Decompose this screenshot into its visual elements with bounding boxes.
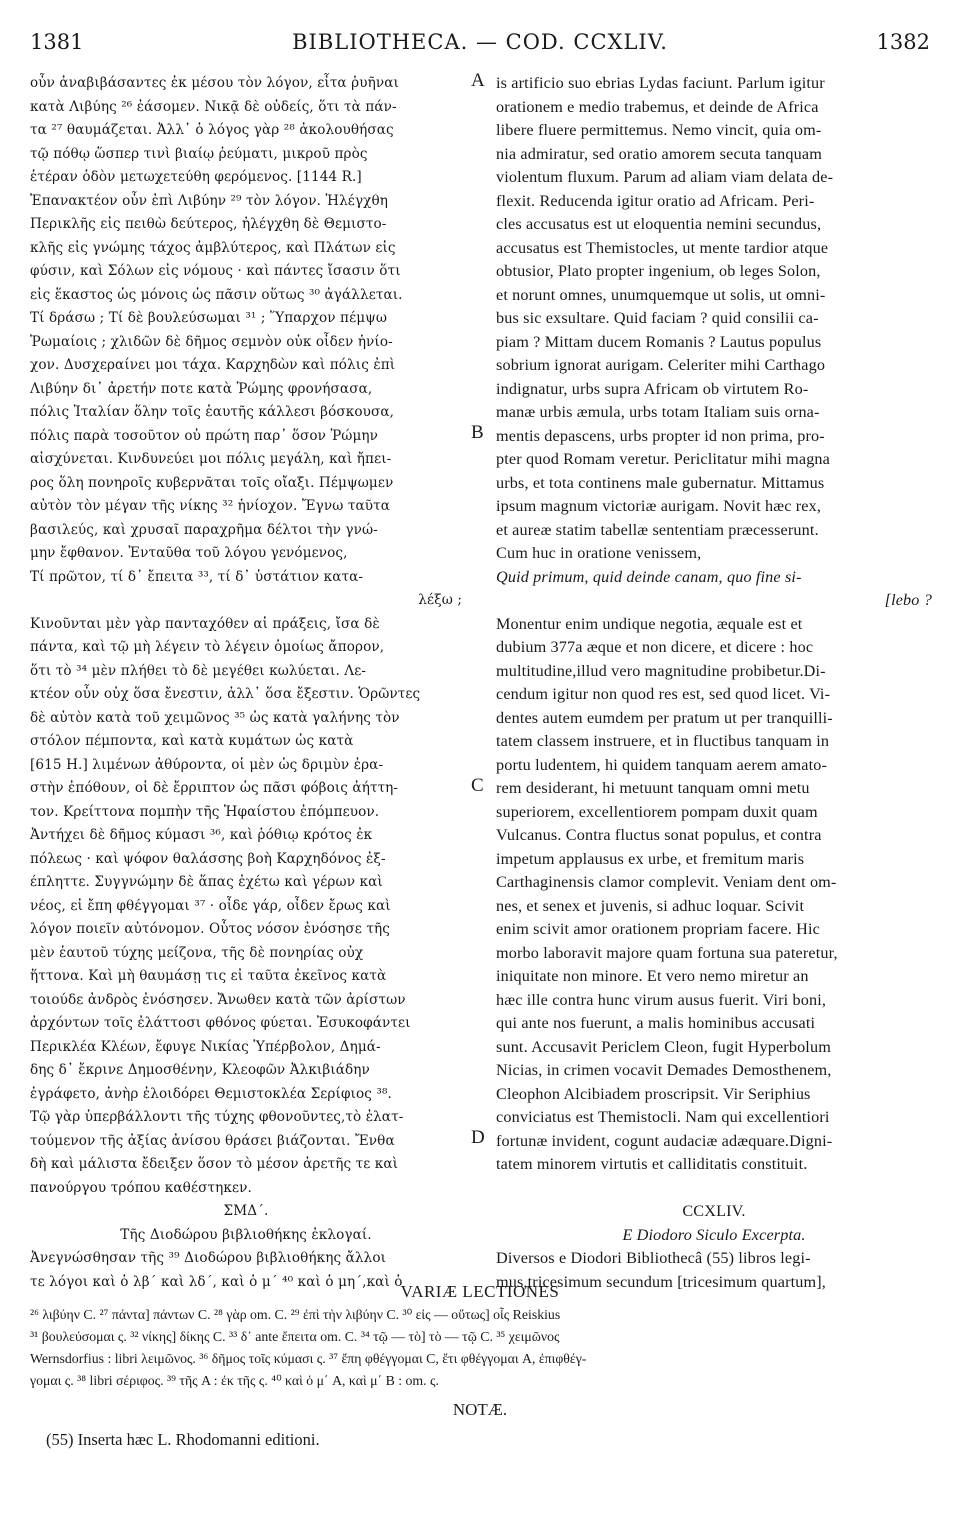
text-line: cendum igitur non quod res est, sed quod licet. Vi- xyxy=(496,685,831,703)
margin-marker-a: A xyxy=(471,70,485,91)
text-line: Τῷ γὰρ ὑπερβάλλοντι τῆς τύχης φθονοῦντες,τὸ ἐλατ- xyxy=(30,1109,404,1125)
text-line: πάντα, καὶ τῷ μὴ λέγειν τὸ λέγειν ὁμοίως ἄπορον, xyxy=(30,639,385,655)
text-line: Cum huc in oratione venissem, xyxy=(496,544,702,562)
text-line: Περικλῆς εἰς πειθὼ δεύτερος, ἠλέγχθη δὲ Θεμιστο- xyxy=(30,216,387,232)
text-line: εἰς ἕκαστος ὡς μόνοις ὡς πᾶσιν οὕτως ³⁰ ἀγάλλεται. xyxy=(30,286,403,303)
text-line: morbo laboravit majore quam fortuna sua pateretur, xyxy=(496,943,838,962)
text-line: στὴν ἐπόθουν, οἱ δὲ ἔρριπτον ὡς πᾶσι φόβοις ἀήττη- xyxy=(30,780,399,796)
text-line: πόλεως · καὶ ψόφον θαλάσσης βοὴ Καρχηδόνος ἐξ- xyxy=(30,850,386,867)
text-line: τε λόγοι καὶ ὁ λβ΄ καὶ λδ΄, καὶ ὁ μ΄ ⁴⁰ καὶ ὁ μη΄,καὶ ὁ xyxy=(30,1273,403,1290)
variant-reading-line: γομαι ς. ³⁸ libri σέριφος. ³⁹ τῆς A : ἐκ τῆς ς. ⁴⁰ καὶ ὁ μ΄ A, καὶ μ΄ B : om. ς. xyxy=(30,1373,439,1388)
text-line: Τί πρῶτον, τί δ᾽ ἔπειτα ³³, τί δ᾽ ὑστάτιον κατα- xyxy=(30,568,364,585)
text-line: urbs, et tota continens male gubernatur. Mittamus xyxy=(496,473,825,492)
text-line: sunt. Accusavit Periclem Cleon, fugit Hyperbolum xyxy=(496,1037,831,1056)
text-line: λέξω ; xyxy=(418,592,462,608)
page-header xyxy=(30,30,930,60)
text-line: τοιούδε ἀνδρὸς ἐνόσησεν. Ἄνωθεν κατὰ τῶν ἀρίστων xyxy=(30,991,406,1008)
text-line: μὲν ἑαυτοῦ τύχης μείζονα, τῆς δὲ πονηρίας οὐχ xyxy=(30,944,364,961)
text-line: Περικλέα Κλέων, ἔφυγε Νικίας Ὑπέρβολον, Δημά- xyxy=(30,1038,381,1055)
note-55: (55) Inserta hæc L. Rhodomanni editioni. xyxy=(46,1430,320,1449)
text-line: κλῆς εἰς γνώμης τάχος ἀμβλύτερος, καὶ Πλάτων εἰς xyxy=(30,239,396,256)
text-line: ἐγράφετο, ἀνὴρ ἐλοιδόρει Θεμιστοκλέα Σερίφιος ³⁸. xyxy=(30,1085,392,1102)
text-line: Ἀνεγνώσθησαν τῆς ³⁹ Διοδώρου βιβλιοθήκης ἄλλοι xyxy=(30,1250,387,1266)
margin-marker-d: D xyxy=(471,1127,485,1148)
latin-column xyxy=(496,72,932,1294)
page-number-right: 1382 xyxy=(876,30,930,54)
text-line: έπληττε. Συγγνώμην δὲ ἅπας ἐχέτω καὶ γέρων καὶ xyxy=(30,874,383,890)
text-line: τον. Κρείττονα πομπὴν τῆς Ἡφαίστου ἐπόμπευον. xyxy=(30,803,380,820)
text-line: Κινοῦνται μὲν γὰρ πανταχόθεν αἱ πράξεις, ἴσα δὲ xyxy=(30,615,380,632)
text-line: Diversos e Diodori Bibliothecâ (55) libros legi- xyxy=(496,1249,811,1267)
text-line: Cleophon Alcibiadem proscripsit. Vir Seriphius xyxy=(496,1084,811,1103)
text-line: Nicias, in crimen vocavit Demades Demosthenem, xyxy=(496,1061,832,1079)
text-line: tatem minorem virtutis et calliditatis constituit. xyxy=(496,1155,808,1173)
text-line: Ῥωμαίοις ; χλιδῶν δὲ δῆμος σεμνὸν οὐκ οἶδεν ἡνίο- xyxy=(30,333,393,350)
text-line: πανούργου τρόπου καθέστηκεν. xyxy=(30,1179,252,1196)
text-line: κατὰ Λιβύης ²⁶ ἐάσομεν. Νικᾷ δὲ οὐδείς, ὅτι τὰ πάν- xyxy=(30,98,397,115)
text-line: dentes autem eumdem per pratum ut per tranquilli- xyxy=(496,708,833,727)
text-line: qui ante nos fuerunt, a malis hominibus accusati xyxy=(496,1014,816,1032)
variant-reading-line: Wernsdorfius : libri λειμῶνος. ³⁶ δῆμος τοῖς κύμασι ς. ³⁷ ἔπη φθέγγομαι C, ἔτι φθέγγομαι A, ἐπιφθέγ- xyxy=(30,1351,587,1366)
text-line: indignatur, urbs supra Africam ob virtutem Ro- xyxy=(496,379,809,398)
variant-reading-line: ³¹ βουλεύσομαι ς. ³² νίκης] δίκης C. ³³ δ᾽ ante ἔπειτα om. C. ³⁴ τῷ — τὸ] τὸ — τῷ C. ³⁵ χειμῶνος xyxy=(30,1329,560,1344)
notae-title: NOTÆ. xyxy=(452,1400,508,1419)
text-line: superiorem, excellentiorem pompam duxit quam xyxy=(496,802,818,821)
text-line: Τί δράσω ; Τί δὲ βουλεύσωμαι ³¹ ; Ὕπαρχον πέμψω xyxy=(30,310,388,326)
text-line: πόλις παρὰ τοσοῦτον οὐ πρώτη παρ᾽ ὅσον Ῥώμην xyxy=(30,427,379,444)
text-line: accusatus est Themistocles, ut mente tardior atque xyxy=(496,238,829,257)
text-line: οὖν ἀναβιβάσαντες ἐκ μέσου τὸν λόγον, εἶτα ῥυῆναι xyxy=(30,75,399,91)
text-line: Ἀντήχει δὲ δῆμος κύμασι ³⁶, καὶ ῥόθιῳ κρότος ἐκ xyxy=(30,827,373,843)
text-line: Λιβύην δι᾽ ἀρετήν ποτε κατὰ Ῥώμης φρονήσασα, xyxy=(30,380,373,397)
text-line: tatem classem instruere, et in fluctibus tanquam in xyxy=(496,732,830,750)
text-line xyxy=(496,1177,932,1201)
text-line: CCXLIV. xyxy=(682,1202,746,1220)
text-line: ΣΜΔ΄. xyxy=(223,1203,269,1219)
text-line: Vulcanus. Contra fluctus sonat populus, et contra xyxy=(496,826,822,844)
text-line: obtusior, Plato propter ingenium, ob leges Solon, xyxy=(496,262,821,280)
text-line: βασιλεύς, καὶ χρυσαῖ παραχρῆμα δέλτοι τὴν γνώ- xyxy=(30,521,378,538)
variae-lectiones xyxy=(30,1304,934,1392)
text-line: ipsum magnum victoriæ aurigam. Novit hæc rex, xyxy=(496,497,822,515)
variae-lectiones-title: VARIÆ LECTIONES xyxy=(400,1282,560,1301)
text-line: ρος ὅλη πονηροῖς κυβερνᾶται τοῖς οἴαξι. Πέμψωμεν xyxy=(30,474,394,491)
text-line: et aureæ statim tabellæ sententiam præcesserunt. xyxy=(496,520,819,539)
text-line: [lebo ? xyxy=(884,591,932,609)
page-number-left: 1381 xyxy=(30,30,84,54)
text-line: bus sic exsultare. Quid faciam ? quid consilii ca- xyxy=(496,309,819,327)
text-line: violentum fluxum. Parum ad aliam viam delata de- xyxy=(496,168,834,186)
text-line: multitudine,illud vero magnitudine probibetur.Di- xyxy=(496,661,826,680)
text-line: libere fluere permittemus. Nemo vincit, quia om- xyxy=(496,121,822,139)
text-line: iniquitate non minore. Et vero nemo miretur an xyxy=(496,967,809,985)
text-line: dubium 377a æque et non dicere, et dicere : hoc xyxy=(496,638,814,656)
text-line: nes, et senex et juvenis, si adhuc loquar. Scivit xyxy=(496,896,805,915)
text-line: τα ²⁷ θαυμάζεται. Ἀλλ᾽ ὁ λόγος γὰρ ²⁸ ἀκολουθήσας xyxy=(30,122,394,138)
text-line: mus,tricesimum secundum [tricesimum quartum], xyxy=(496,1272,826,1291)
text-line: νέος, εἰ ἔπη φθέγγομαι ³⁷ · οἶδε γάρ, οἶδεν ἔρως καὶ xyxy=(30,897,391,914)
text-line: αἰσχύνεται. Κινδυνεύει μοι πόλις μεγάλη, καὶ ἤπει- xyxy=(30,451,392,467)
text-line: ἥττονα. Καὶ μὴ θαυμάσῃ τις εἰ ταῦτα ἐκεῖνος κατὰ xyxy=(30,968,387,984)
text-line: et norunt omnes, unumquemque ut solis, ut omni- xyxy=(496,285,826,304)
text-line: Quid primum, quid deinde canam, quo fine si- xyxy=(496,567,802,586)
text-line: κτέον οὖν οὐχ ὅσα ἔνεστιν, ἀλλ᾽ ὅσα ἔξεστιν. Ὁρῶντες xyxy=(30,686,421,702)
margin-marker-b: B xyxy=(471,422,484,443)
text-line: mentis depascens, urbs propter id non prima, pro- xyxy=(496,426,825,445)
text-line: δης δ᾽ ἔκρινε Δημοσθένην, Κλεοφῶν Ἀλκιβιάδην xyxy=(30,1062,370,1078)
text-line: sobrium ignorat aurigam. Celeriter mihi Carthago xyxy=(496,356,826,374)
text-line: [615 H.] λιμένων ἀθύροντα, οἱ μὲν ὡς δριμὺν ἐρα- xyxy=(30,756,384,773)
text-line: πόλις Ἰταλίαν ὅλην τοῖς ἑαυτῆς κάλλεσι βόσκουσα, xyxy=(30,404,395,420)
text-line: τῷ πόθῳ ὥσπερ τινὶ βιαίῳ ῥεύματι, μικροῦ πρὸς xyxy=(30,145,368,162)
text-line: nia admiratur, sed oratio amorem secuta tanquam xyxy=(496,144,822,163)
text-line: pter quod Romam veretur. Periclitatur mihi magna xyxy=(496,450,831,468)
text-line: δὴ καὶ μάλιστα ἔδειξεν ὅσον τὸ μέσον ἀρετῆς τε καὶ xyxy=(30,1156,399,1172)
text-line: στόλον πέμποντα, καὶ κατὰ κυμάτων ὡς κατὰ xyxy=(30,733,354,749)
greek-column xyxy=(30,72,462,1294)
text-line: flexit. Reducenda igitur oratio ad Africam. Peri- xyxy=(496,191,815,210)
text-line: conviciatus est Themistocli. Nam qui excellentiori xyxy=(496,1108,830,1126)
text-line: orationem e medio trabemus, et deinde de Africa xyxy=(496,97,819,116)
text-line: τούμενον τῆς ἀξίας ἀνίσου θράσει βιάζονται. Ἔνθα xyxy=(30,1132,395,1149)
text-line: φύσιν, καὶ Σόλων εἰς νόμους · καὶ πάντες ἴσασιν ὅτι xyxy=(30,263,401,279)
text-line: αὐτὸν τὸν μέγαν τῆς νίκης ³² ἡνίοχον. Ἔγνω ταῦτα xyxy=(30,498,390,514)
text-line: μην ἔφθανον. Ἐνταῦθα τοῦ λόγου γενόμενος, xyxy=(30,545,348,561)
text-line: ἀρχόντων τοῖς ἐλάττοσι φθόνος φύεται. Ἐσυκοφάντει xyxy=(30,1015,411,1031)
text-line: piam ? Mittam ducem Romanis ? Lautus populus xyxy=(496,332,822,351)
text-line: ἑτέραν ὁδὸν μετωχετεύθη φερόμενος. [1144 R.] xyxy=(30,169,362,185)
text-line: hæc ille contra hunc virum ausus fuerit. Viri boni, xyxy=(496,990,827,1009)
text-line: impetum applausus ex urbe, et fremitum maris xyxy=(496,849,805,868)
text-line: Monentur enim undique negotia, æquale est et xyxy=(496,614,803,633)
text-line: rem desiderant, hi metuunt tanquam omni metu xyxy=(496,779,810,797)
text-line: enim scivit amor orationem propriam facere. Hic xyxy=(496,920,820,938)
text-line: cles accusatus est ut eloquentia nemini secundus, xyxy=(496,215,822,233)
text-line: Ἐπανακτέον οὖν ἐπὶ Λιβύην ²⁹ τὸν λόγον. Ἠλέγχθη xyxy=(30,192,389,209)
text-line: λόγον ποιεῖν αὐτόνομον. Οὗτος νόσον ἐνόσησε τῆς xyxy=(30,921,390,937)
text-line: χον. Δυσχεραίνει μοι τάχα. Καρχηδὼν καὶ πόλις ἐπὶ xyxy=(30,357,396,373)
text-line: fortunæ invident, cogunt audaciæ adæquare.Digni- xyxy=(496,1131,833,1150)
margin-marker-c: C xyxy=(471,775,484,796)
text-line: ὅτι τὸ ³⁴ μὲν πλήθει τὸ δὲ μεγέθει κωλύεται. Λε- xyxy=(30,662,367,679)
text-line: Τῆς Διοδώρου βιβλιοθήκης ἐκλογαί. xyxy=(120,1226,372,1243)
text-line: E Diodoro Siculo Excerpta. xyxy=(622,1225,806,1244)
text-line: portu ludentem, hi quidem tanquam aerem amato- xyxy=(496,755,827,774)
text-line: δὲ αὐτὸν κατὰ τοῦ χειμῶνος ³⁵ ὡς κατὰ γαλήνης τὸν xyxy=(30,709,400,726)
text-line: Carthaginensis clamor complevit. Veniam dent om- xyxy=(496,873,837,891)
text-line: is artificio suo ebrias Lydas faciunt. Parlum igitur xyxy=(496,74,825,92)
running-title: BIBLIOTHECA. — COD. CCXLIV. xyxy=(292,30,668,54)
variant-reading-line: ²⁶ λιβύην C. ²⁷ πάντα] πάντων C. ²⁸ γὰρ om. C. ²⁹ ἐπὶ τὴν λιβύην C. ³⁰ εἰς — οὕτως] οἷς Reiskius xyxy=(30,1307,561,1322)
text-line: manæ urbis æmula, urbs totam Italiam suis orna- xyxy=(496,403,820,421)
